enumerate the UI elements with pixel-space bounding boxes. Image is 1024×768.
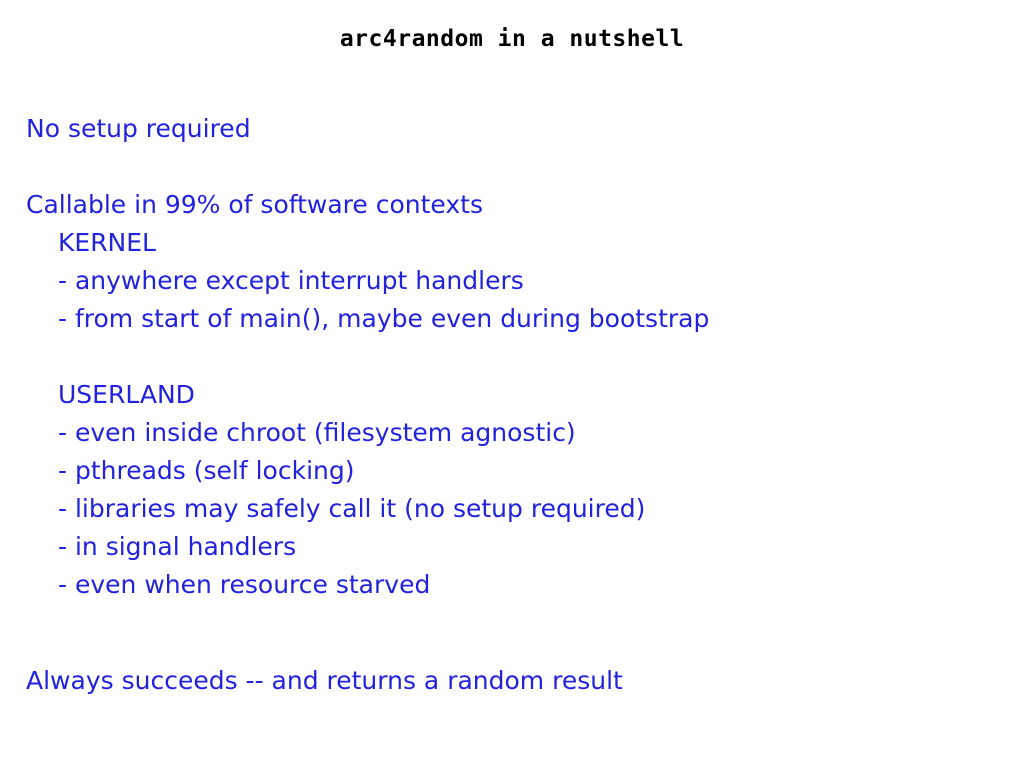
body-line: - anywhere except interrupt handlers — [58, 266, 524, 295]
body-spacer — [26, 148, 986, 186]
body-spacer — [26, 338, 986, 376]
body-line: Callable in 99% of software contexts — [26, 190, 483, 219]
slide-title: arc4random in a nutshell — [339, 26, 685, 52]
body-line: - even inside chroot (filesystem agnostic) — [58, 418, 576, 447]
body-line: - pthreads (self locking) — [58, 456, 355, 485]
body-line: - libraries may safely call it (no setup required) — [58, 494, 646, 523]
body-line: Always succeeds -- and returns a random result — [26, 666, 623, 695]
body-line: KERNEL — [58, 228, 156, 257]
body-line: No setup required — [26, 114, 251, 143]
body-line: - even when resource starved — [58, 570, 431, 599]
body-line: - in signal handlers — [58, 532, 297, 561]
body-spacer — [26, 604, 986, 642]
body-line: - from start of main(), maybe even during bootstrap — [58, 304, 710, 333]
body-spacer — [26, 642, 986, 662]
slide-body — [26, 110, 986, 700]
body-line: USERLAND — [58, 380, 195, 409]
